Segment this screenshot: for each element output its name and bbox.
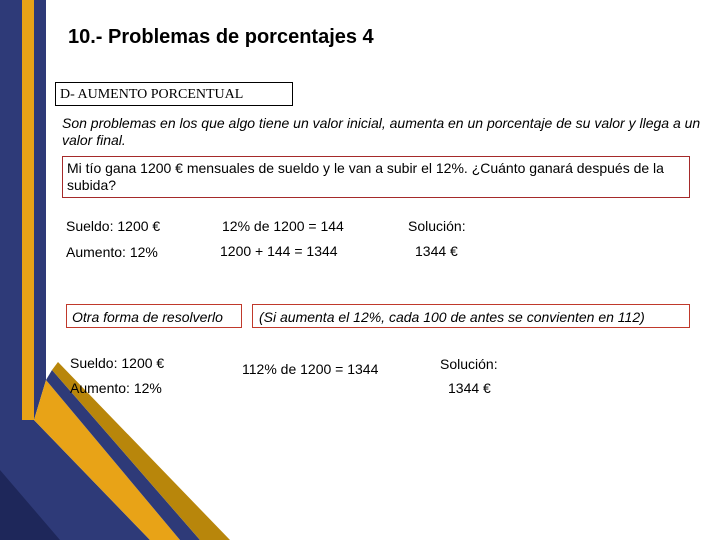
method1-step2: 1200 + 144 = 1344 <box>220 243 338 259</box>
method2-salary: Sueldo: 1200 € <box>70 355 165 371</box>
method2-increase: Aumento: 12% <box>70 380 162 396</box>
alternative-method-label: Otra forma de resolverlo <box>66 304 242 328</box>
method2-solution-value: 1344 € <box>448 380 491 396</box>
intro-paragraph: Son problemas en los que algo tiene un valor inicial, aumenta en un porcentaje de su valor y llega a un valor final. <box>62 115 701 148</box>
slide-title: 10.- Problemas de porcentajes 4 <box>68 26 374 48</box>
method2-step: 112% de 1200 = 1344 <box>242 361 379 377</box>
method1-increase: Aumento: 12% <box>66 244 158 260</box>
alternative-method-note: (Si aumenta el 12%, cada 100 de antes se convienten en 112) <box>252 304 690 328</box>
method1-salary: Sueldo: 1200 € <box>66 218 161 234</box>
method1-solution-label: Solución: <box>408 218 466 234</box>
section-label: D- AUMENTO PORCENTUAL <box>55 82 293 106</box>
method1-step1: 12% de 1200 = 144 <box>222 218 344 234</box>
method2-solution-label: Solución: <box>440 356 498 372</box>
problem-statement: Mi tío gana 1200 € mensuales de sueldo y le van a subir el 12%. ¿Cuánto ganará después de la subida? <box>62 156 690 198</box>
method1-solution-value: 1344 € <box>415 243 458 259</box>
